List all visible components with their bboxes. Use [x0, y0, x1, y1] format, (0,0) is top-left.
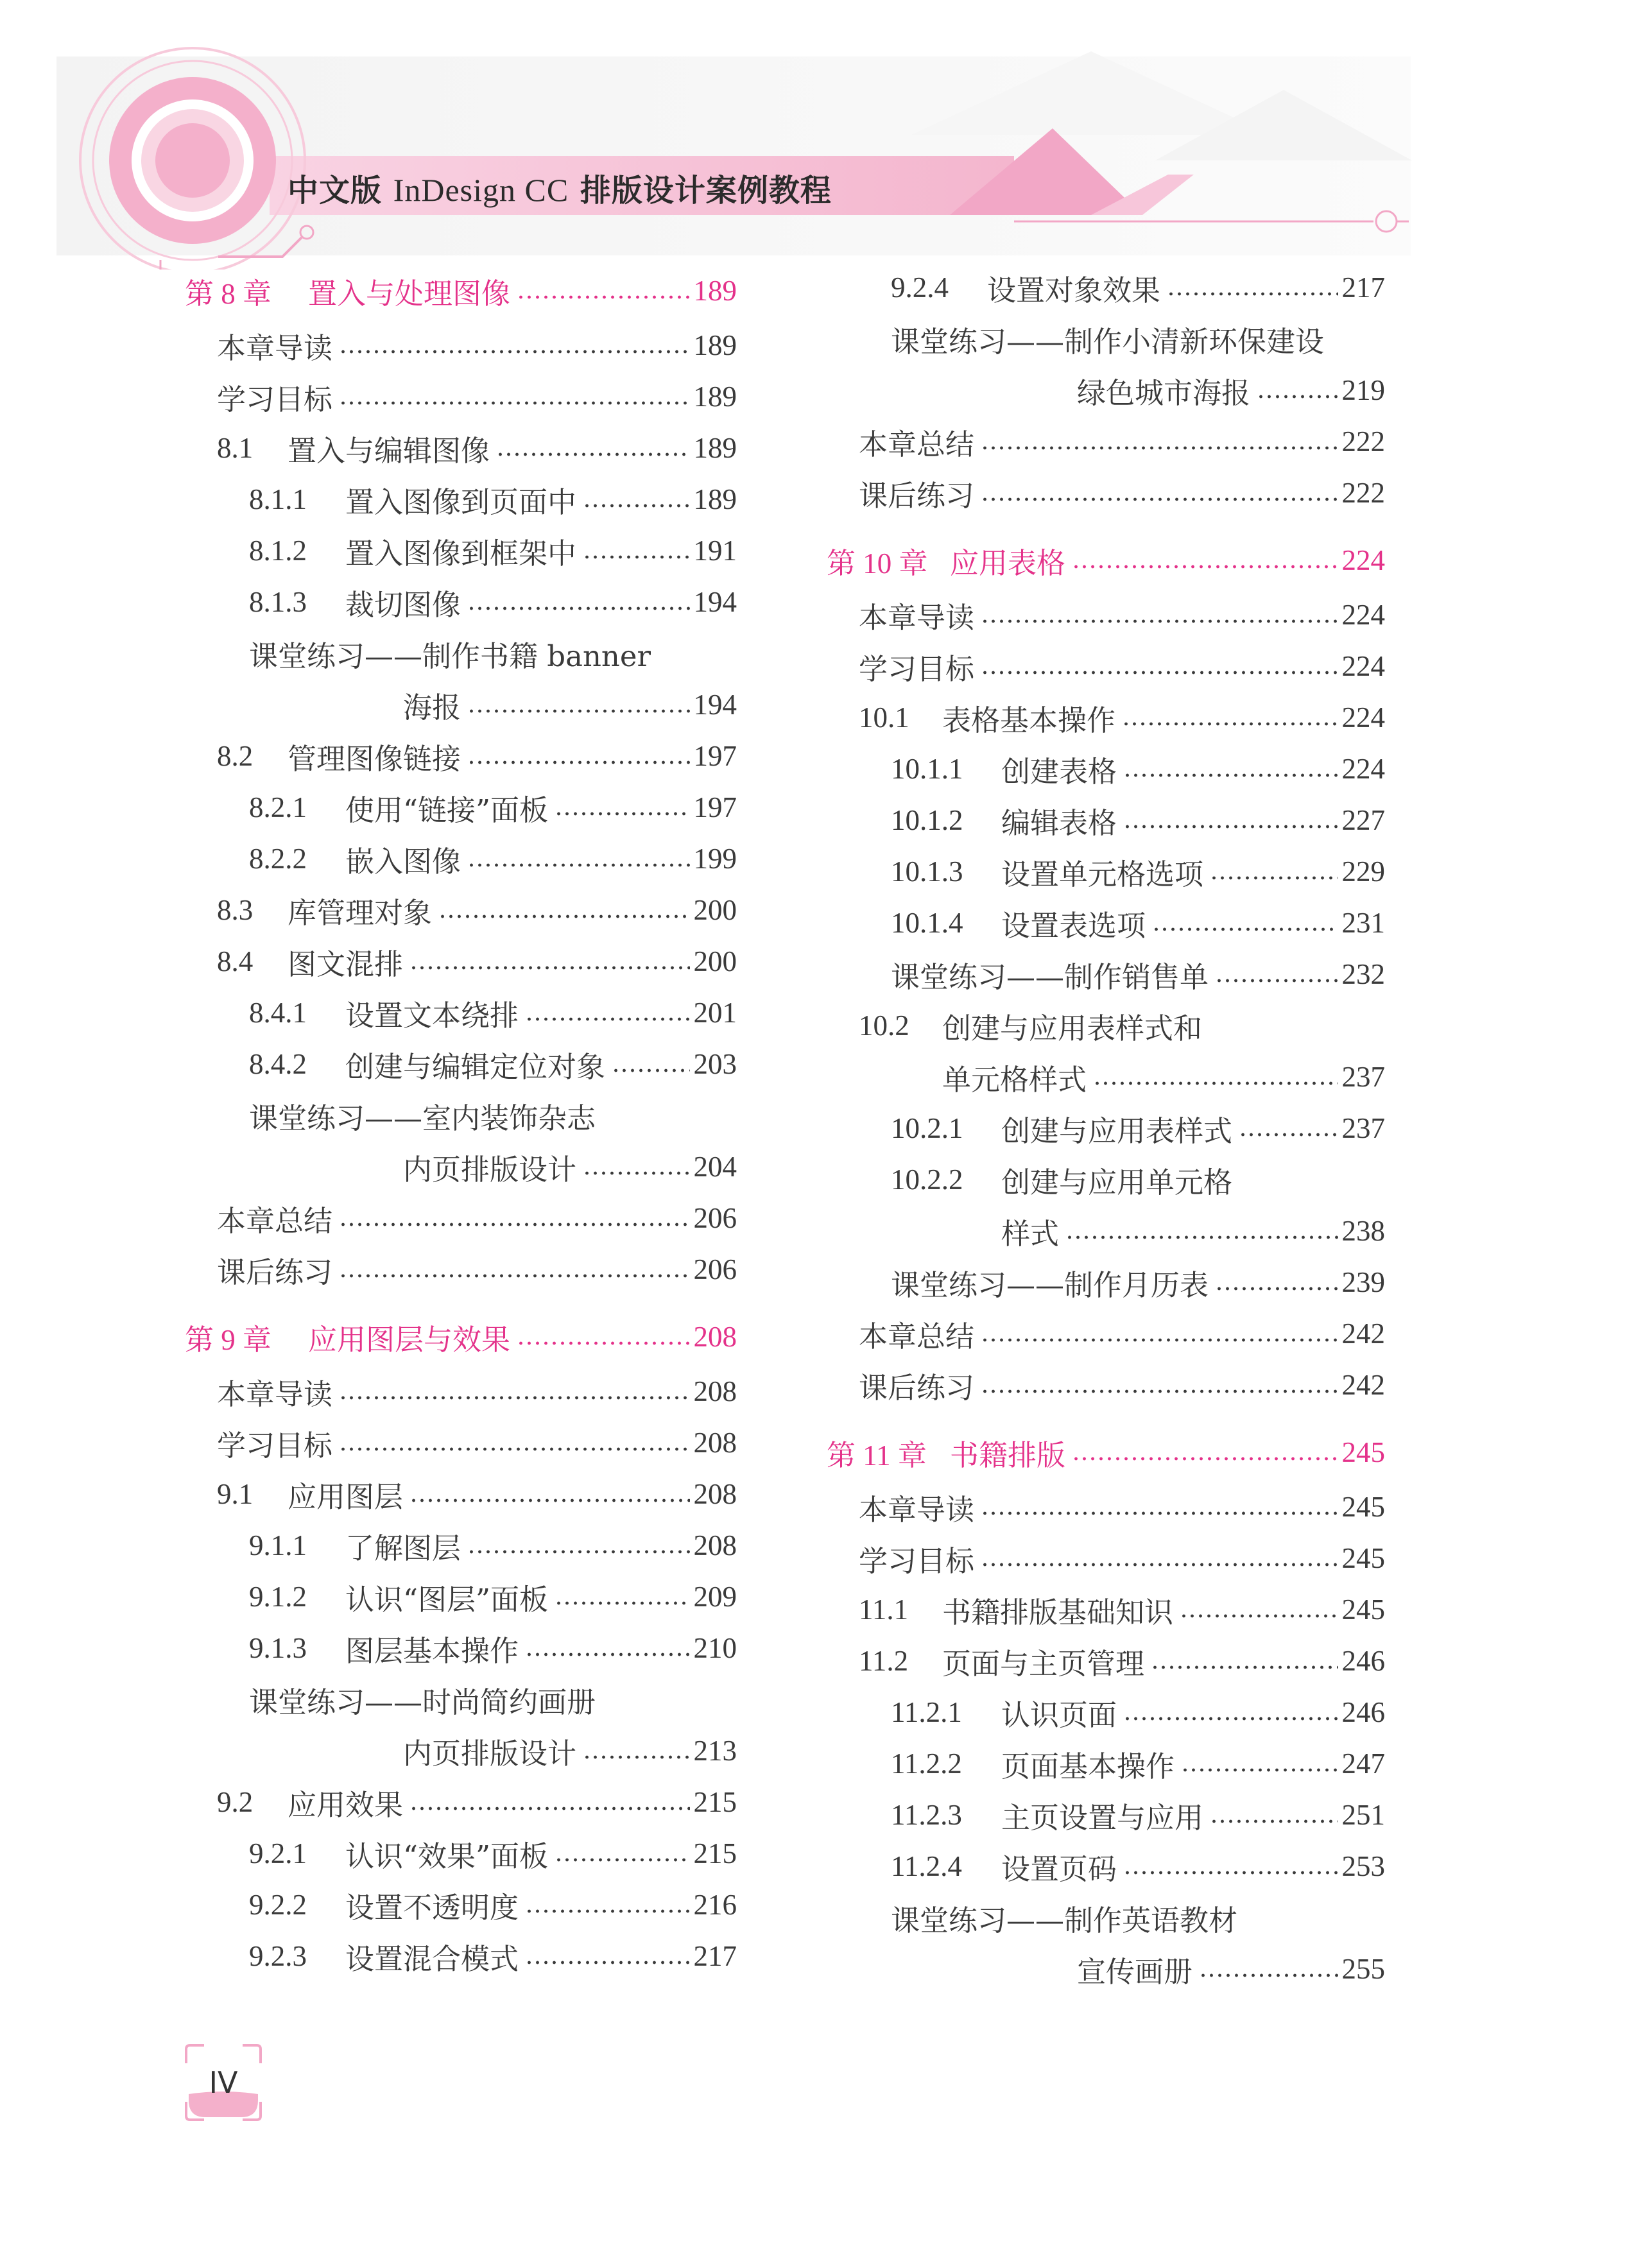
toc-entry-title: 置入图像到页面中 — [345, 485, 577, 519]
toc-entry-page: 245 — [1341, 1491, 1385, 1523]
toc-entry-title: 本章总结 — [217, 1203, 333, 1238]
toc-entry-page: 210 — [693, 1632, 737, 1664]
toc-entry-page: 237 — [1341, 1061, 1385, 1093]
toc-column-left — [185, 262, 737, 1982]
toc-entry-page: 200 — [693, 945, 737, 977]
toc-entry-page: 189 — [693, 329, 737, 361]
toc-entry-title: 应用图层 — [288, 1479, 404, 1514]
dot-leader — [467, 760, 689, 764]
dot-leader — [1257, 395, 1338, 399]
toc-entry-page: 246 — [1341, 1645, 1385, 1677]
toc-entry-page: 191 — [693, 535, 737, 567]
toc-entry[interactable] — [185, 730, 737, 782]
toc-chapter-entry[interactable] — [185, 1308, 737, 1366]
toc-entry[interactable] — [185, 936, 737, 987]
toc-entry-page: 197 — [693, 791, 737, 823]
toc-entry-title: 应用表格 — [950, 546, 1066, 580]
toc-entry[interactable] — [185, 1725, 737, 1776]
toc-entry-number: 9.1.1 — [249, 1529, 307, 1561]
dot-leader — [525, 1909, 689, 1913]
toc-entry-title: 本章导读 — [217, 331, 333, 365]
dot-leader — [612, 1069, 689, 1072]
toc-entry-number: 9.2.2 — [249, 1889, 307, 1921]
toc-entry[interactable] — [185, 525, 737, 576]
dot-leader — [981, 1511, 1338, 1515]
toc-entry-page: 209 — [693, 1581, 737, 1613]
dot-leader — [1122, 722, 1338, 726]
dot-leader — [981, 671, 1338, 674]
toc-entry[interactable] — [185, 1366, 737, 1417]
toc-entry-page: 219 — [1341, 374, 1385, 406]
toc-entry-number: 8.4.1 — [249, 997, 307, 1029]
toc-entry-title: 学习目标 — [217, 382, 333, 417]
toc-entry-number: 10.1.2 — [891, 804, 963, 836]
toc-entry[interactable] — [827, 1154, 1385, 1205]
dot-leader — [981, 446, 1338, 450]
toc-entry-title: 学习目标 — [859, 651, 975, 686]
toc-entry[interactable] — [185, 884, 737, 936]
toc-entry[interactable] — [185, 679, 737, 730]
toc-entry-title: 设置不透明度 — [345, 1890, 519, 1925]
toc-entry-number: 10.1.4 — [891, 907, 963, 939]
toc-entry-number: 8.1.3 — [249, 586, 307, 618]
dot-leader — [409, 1807, 689, 1810]
toc-entry-number: 8.1.2 — [249, 535, 307, 567]
toc-entry[interactable] — [827, 640, 1385, 692]
toc-entry-title: 课堂练习——室内装饰杂志 — [249, 1101, 596, 1135]
dot-leader — [409, 966, 689, 970]
toc-entry-title: 书籍排版基础知识 — [942, 1595, 1174, 1629]
dot-leader — [1239, 1133, 1338, 1137]
toc-entry-number: 8.2.1 — [249, 791, 307, 823]
dot-leader — [981, 1563, 1338, 1567]
toc-entry[interactable] — [827, 743, 1385, 795]
toc-entry-title: 内页排版设计 — [403, 1152, 577, 1187]
toc-entry[interactable] — [827, 467, 1385, 519]
toc-entry-title: 绿色城市海报 — [1077, 375, 1251, 410]
dot-leader — [555, 1601, 689, 1605]
toc-entry-page: 224 — [1341, 544, 1385, 576]
toc-entry-page: 206 — [693, 1202, 737, 1234]
dot-leader — [1093, 1081, 1338, 1085]
dot-leader — [1151, 1665, 1338, 1669]
toc-entry-number: 11.2.3 — [891, 1799, 962, 1831]
dot-leader — [1181, 1768, 1338, 1772]
toc-entry-number: 10.1.1 — [891, 753, 963, 785]
toc-entry[interactable] — [827, 1205, 1385, 1257]
dot-leader — [339, 1447, 689, 1451]
toc-entry[interactable] — [827, 313, 1385, 365]
toc-entry-page: 194 — [693, 586, 737, 618]
toc-entry[interactable] — [827, 1103, 1385, 1154]
toc-entry-page: 189 — [693, 432, 737, 464]
toc-entry-number: 8.2 — [217, 740, 254, 772]
toc-entry-title: 使用“链接”面板 — [345, 793, 549, 827]
toc-entry-number: 9.1.2 — [249, 1581, 307, 1613]
toc-entry-page: 245 — [1341, 1542, 1385, 1574]
toc-entry-page: 224 — [1341, 753, 1385, 785]
toc-entry-number: 8.4.2 — [249, 1048, 307, 1080]
toc-entry[interactable] — [185, 1192, 737, 1244]
toc-entry[interactable] — [827, 1635, 1385, 1687]
toc-entry-title: 置入与编辑图像 — [288, 433, 490, 468]
toc-entry[interactable] — [185, 320, 737, 371]
toc-entry-number: 10.2.2 — [891, 1164, 963, 1196]
toc-entry-title: 图层基本操作 — [345, 1633, 519, 1668]
toc-chapter-entry[interactable] — [185, 262, 737, 320]
toc-entry-title: 置入图像到框架中 — [345, 536, 577, 571]
dot-leader — [339, 401, 689, 405]
toc-entry[interactable] — [827, 1789, 1385, 1841]
toc-entry-page: 246 — [1341, 1696, 1385, 1728]
toc-entry-title: 编辑表格 — [1001, 805, 1117, 840]
toc-entry[interactable] — [827, 1584, 1385, 1635]
toc-entry-page: 239 — [1341, 1266, 1385, 1298]
toc-entry-title: 认识页面 — [1001, 1697, 1117, 1732]
toc-entry-title: 认识“图层”面板 — [345, 1582, 549, 1617]
toc-entry-number: 11.1 — [859, 1594, 909, 1626]
toc-entry-number: 8.4 — [217, 945, 254, 977]
toc-entry-title: 设置单元格选项 — [1001, 857, 1204, 891]
toc-entry-number: 10.2.1 — [891, 1112, 963, 1144]
toc-entry-page: 247 — [1341, 1748, 1385, 1780]
toc-entry[interactable] — [827, 1892, 1385, 1943]
dot-leader — [555, 1858, 689, 1862]
header-decoration — [0, 0, 1627, 270]
toc-entry[interactable] — [827, 1533, 1385, 1584]
toc-entry-page: 231 — [1341, 907, 1385, 939]
toc-entry-title: 内页排版设计 — [403, 1736, 577, 1771]
toc-entry[interactable] — [827, 1000, 1385, 1051]
toc-entry-title: 设置表选项 — [1001, 908, 1146, 943]
toc-entry-number: 11.2 — [859, 1645, 909, 1677]
toc-entry-title: 了解图层 — [345, 1531, 461, 1565]
toc-entry-page: 245 — [1341, 1594, 1385, 1626]
toc-entry-number: 第 9 章 — [185, 1323, 272, 1356]
dot-leader — [525, 1017, 689, 1021]
toc-entry-title: 宣传画册 — [1077, 1954, 1193, 1989]
toc-entry-page: 222 — [1341, 477, 1385, 509]
toc-entry-page: 215 — [693, 1837, 737, 1869]
toc-entry[interactable] — [185, 1038, 737, 1090]
toc-entry[interactable] — [185, 576, 737, 628]
dot-leader — [1123, 1717, 1338, 1721]
toc-entry-number: 第 11 章 — [827, 1439, 927, 1472]
toc-entry-title: 本章总结 — [859, 427, 975, 461]
toc-entry[interactable] — [827, 949, 1385, 1000]
toc-entry-title: 本章导读 — [859, 600, 975, 635]
toc-entry[interactable] — [827, 416, 1385, 467]
toc-entry-page: 251 — [1341, 1799, 1385, 1831]
dot-leader — [1152, 927, 1338, 931]
toc-entry-number: 9.1.3 — [249, 1632, 307, 1664]
toc-entry-page: 237 — [1341, 1112, 1385, 1144]
toc-entry-page: 217 — [693, 1940, 737, 1972]
toc-entry[interactable] — [185, 1468, 737, 1520]
toc-entry[interactable] — [827, 897, 1385, 949]
toc-entry[interactable] — [185, 1090, 737, 1141]
toc-entry-number: 8.1 — [217, 432, 254, 464]
dot-leader — [1199, 1973, 1338, 1977]
toc-entry-title: 页面与主页管理 — [942, 1646, 1145, 1681]
toc-entry-page: 208 — [693, 1321, 737, 1353]
toc-entry[interactable] — [827, 262, 1385, 313]
toc-entry-page: 217 — [1341, 271, 1385, 304]
toc-entry-number: 11.2.4 — [891, 1850, 962, 1882]
toc-entry-number: 11.2.1 — [891, 1696, 962, 1728]
dot-leader — [981, 497, 1338, 501]
toc-entry-title: 学习目标 — [217, 1428, 333, 1463]
toc-entry-page: 216 — [693, 1889, 737, 1921]
toc-entry-title: 本章总结 — [859, 1319, 975, 1353]
toc-entry-page: 238 — [1341, 1215, 1385, 1247]
page-number-badge — [185, 2044, 262, 2121]
toc-entry[interactable] — [827, 1738, 1385, 1789]
toc-entry-page: 201 — [693, 997, 737, 1029]
toc-entry[interactable] — [185, 1520, 737, 1571]
toc-entry-number: 第 10 章 — [827, 547, 928, 580]
toc-entry[interactable] — [185, 628, 737, 679]
dot-leader — [467, 606, 689, 610]
dot-leader — [525, 1653, 689, 1656]
toc-entry-page: 242 — [1341, 1318, 1385, 1350]
toc-entry[interactable] — [185, 422, 737, 474]
toc-entry[interactable] — [827, 846, 1385, 897]
toc-entry[interactable] — [185, 782, 737, 833]
dot-leader — [339, 350, 689, 354]
dot-leader — [1167, 292, 1338, 296]
book-title: 中文版 InDesign CC 排版设计案例教程 — [288, 172, 832, 209]
toc-chapter-entry[interactable] — [827, 531, 1385, 589]
toc-entry-number: 9.2 — [217, 1786, 254, 1818]
toc-entry[interactable] — [827, 1257, 1385, 1308]
toc-entry-number: 10.1 — [859, 701, 909, 734]
toc-entry-number: 9.2.4 — [891, 271, 949, 304]
toc-entry-page: 208 — [693, 1529, 737, 1561]
toc-chapter-entry[interactable] — [827, 1423, 1385, 1481]
toc-entry[interactable] — [827, 1308, 1385, 1359]
toc-entry[interactable] — [827, 1359, 1385, 1411]
dot-leader — [1180, 1614, 1338, 1618]
toc-entry-page: 255 — [1341, 1953, 1385, 1985]
toc-entry-title: 创建与应用表样式 — [1001, 1113, 1233, 1148]
toc-entry-title: 课堂练习——制作英语教材 — [891, 1903, 1238, 1937]
toc-entry-title: 置入与处理图像 — [308, 276, 511, 311]
page-number: IV — [209, 2065, 238, 2100]
toc-entry[interactable] — [185, 987, 737, 1038]
toc-entry-title: 创建与编辑定位对象 — [345, 1049, 606, 1084]
toc-entry-title: 管理图像链接 — [288, 741, 461, 776]
dot-leader — [583, 1755, 689, 1759]
dot-leader — [583, 1171, 689, 1175]
toc-entry-title: 认识“效果”面板 — [345, 1839, 549, 1873]
toc-entry-number: 9.2.3 — [249, 1940, 307, 1972]
toc-entry-page: 200 — [693, 894, 737, 926]
toc-entry[interactable] — [185, 1930, 737, 1982]
toc-entry-title: 应用效果 — [288, 1787, 404, 1822]
toc-entry-title: 样式 — [1001, 1216, 1060, 1251]
dot-leader — [517, 1341, 689, 1345]
toc-entry-page: 224 — [1341, 599, 1385, 631]
dot-leader — [438, 915, 689, 918]
dot-leader — [1072, 565, 1338, 569]
toc-entry-page: 189 — [693, 275, 737, 307]
toc-entry-number: 8.1.1 — [249, 483, 307, 515]
dot-leader — [1215, 1287, 1338, 1291]
toc-entry-page: 206 — [693, 1253, 737, 1285]
dot-leader — [1215, 979, 1338, 983]
page-header — [0, 0, 1627, 270]
dot-leader — [1072, 1457, 1338, 1461]
toc-entry-title: 主页设置与应用 — [1001, 1800, 1204, 1835]
toc-entry-title: 创建与应用表样式和 — [942, 1011, 1203, 1045]
toc-entry-title: 课堂练习——制作销售单 — [891, 959, 1209, 994]
dot-leader — [467, 863, 689, 867]
dot-leader — [1065, 1235, 1338, 1239]
toc-entry-page: 227 — [1341, 804, 1385, 836]
toc-entry-number: 8.2.2 — [249, 843, 307, 875]
toc-entry[interactable] — [185, 1417, 737, 1468]
toc-entry[interactable] — [185, 1141, 737, 1192]
toc-entry-page: 253 — [1341, 1850, 1385, 1882]
toc-entry-title: 设置对象效果 — [987, 273, 1161, 307]
toc-entry-title: 库管理对象 — [288, 895, 433, 930]
dot-leader — [339, 1274, 689, 1278]
toc-entry[interactable] — [185, 1674, 737, 1725]
toc-entry[interactable] — [827, 795, 1385, 846]
toc-entry-title: 课堂练习——制作小清新环保建设 — [891, 324, 1325, 359]
toc-entry-page: 194 — [693, 689, 737, 721]
toc-entry-title: 书籍排版 — [950, 1438, 1066, 1472]
toc-entry-title: 海报 — [403, 690, 461, 725]
toc-entry-title: 课后练习 — [859, 478, 975, 513]
toc-entry-page: 242 — [1341, 1369, 1385, 1401]
toc-entry-page: 222 — [1341, 425, 1385, 458]
toc-entry-page: 189 — [693, 483, 737, 515]
toc-entry-title: 嵌入图像 — [345, 844, 461, 879]
toc-entry-page: 232 — [1341, 958, 1385, 990]
toc-entry[interactable] — [827, 1687, 1385, 1738]
toc-entry-title: 裁切图像 — [345, 587, 461, 622]
toc-entry[interactable] — [185, 1244, 737, 1295]
toc-entry-title: 表格基本操作 — [942, 703, 1116, 737]
toc-entry-page: 208 — [693, 1375, 737, 1407]
toc-entry-number: 10.1.3 — [891, 855, 963, 888]
toc-entry-title: 图文混排 — [288, 947, 404, 981]
toc-entry-number: 10.2 — [859, 1009, 909, 1042]
toc-entry[interactable] — [185, 833, 737, 884]
toc-entry[interactable] — [185, 1776, 737, 1828]
toc-entry[interactable] — [827, 1051, 1385, 1103]
toc-entry[interactable] — [827, 365, 1385, 416]
dot-leader — [981, 1389, 1338, 1393]
toc-entry-title: 创建与应用单元格 — [1001, 1165, 1233, 1199]
toc-entry-number: 9.1 — [217, 1478, 254, 1510]
toc-entry-title: 设置混合模式 — [345, 1941, 519, 1976]
toc-entry-page: 224 — [1341, 650, 1385, 682]
toc-entry-title: 应用图层与效果 — [308, 1322, 511, 1357]
toc-entry-page: 208 — [693, 1427, 737, 1459]
dot-leader — [467, 709, 689, 713]
toc-entry[interactable] — [827, 589, 1385, 640]
toc-entry-number: 9.2.1 — [249, 1837, 307, 1869]
dot-leader — [339, 1396, 689, 1400]
dot-leader — [496, 452, 689, 456]
dot-leader — [1210, 1819, 1338, 1823]
dot-leader — [409, 1499, 689, 1502]
toc-entry[interactable] — [185, 1571, 737, 1622]
dot-leader — [1123, 1871, 1338, 1875]
toc-entry-title: 单元格样式 — [942, 1062, 1087, 1097]
toc-entry-number: 8.3 — [217, 894, 254, 926]
toc-entry-page: 213 — [693, 1735, 737, 1767]
toc-entry[interactable] — [185, 474, 737, 525]
dot-leader — [525, 1961, 689, 1964]
dot-leader — [583, 555, 689, 559]
toc-entry[interactable] — [827, 1481, 1385, 1533]
toc-entry-title: 课堂练习——时尚简约画册 — [249, 1685, 596, 1719]
toc-entry-page: 245 — [1341, 1436, 1385, 1468]
toc-entry[interactable] — [185, 1879, 737, 1930]
toc-entry-page: 215 — [693, 1786, 737, 1818]
toc-entry-page: 229 — [1341, 855, 1385, 888]
toc-column-right — [827, 262, 1385, 1995]
toc-entry[interactable] — [827, 692, 1385, 743]
toc-entry-page: 224 — [1341, 701, 1385, 734]
dot-leader — [339, 1223, 689, 1226]
toc-entry-number: 第 8 章 — [185, 277, 272, 310]
toc-entry-title: 设置页码 — [1001, 1851, 1117, 1886]
toc-entry-title: 学习目标 — [859, 1543, 975, 1578]
toc-entry-page: 189 — [693, 381, 737, 413]
toc-entry-title: 课后练习 — [859, 1370, 975, 1405]
dot-leader — [1210, 876, 1338, 880]
toc-entry-page: 208 — [693, 1478, 737, 1510]
toc-entry-title: 创建表格 — [1001, 754, 1117, 789]
toc-entry[interactable] — [185, 1828, 737, 1879]
toc-entry-title: 本章导读 — [217, 1377, 333, 1411]
toc-entry-page: 197 — [693, 740, 737, 772]
toc-entry-page: 199 — [693, 843, 737, 875]
dot-leader — [467, 1550, 689, 1554]
toc-entry-title: 课堂练习——制作月历表 — [891, 1267, 1209, 1302]
toc-entry-title: 课堂练习——制作书籍 banner — [249, 639, 651, 673]
dot-leader — [981, 619, 1338, 623]
dot-leader — [1123, 773, 1338, 777]
toc-entry-title: 页面基本操作 — [1001, 1749, 1175, 1783]
toc-entry-page: 204 — [693, 1151, 737, 1183]
toc-entry-number: 11.2.2 — [891, 1748, 962, 1780]
toc-entry-title: 本章导读 — [859, 1492, 975, 1527]
dot-leader — [517, 295, 689, 299]
toc-entry[interactable] — [185, 1622, 737, 1674]
toc-entry-title: 设置文本绕排 — [345, 998, 519, 1033]
dot-leader — [1123, 825, 1338, 829]
dot-leader — [981, 1338, 1338, 1342]
dot-leader — [583, 504, 689, 508]
toc-entry-page: 203 — [693, 1048, 737, 1080]
toc-entry[interactable] — [827, 1943, 1385, 1995]
toc-entry[interactable] — [185, 371, 737, 422]
dot-leader — [555, 812, 689, 816]
toc-entry-title: 课后练习 — [217, 1255, 333, 1289]
toc-entry[interactable] — [827, 1841, 1385, 1892]
